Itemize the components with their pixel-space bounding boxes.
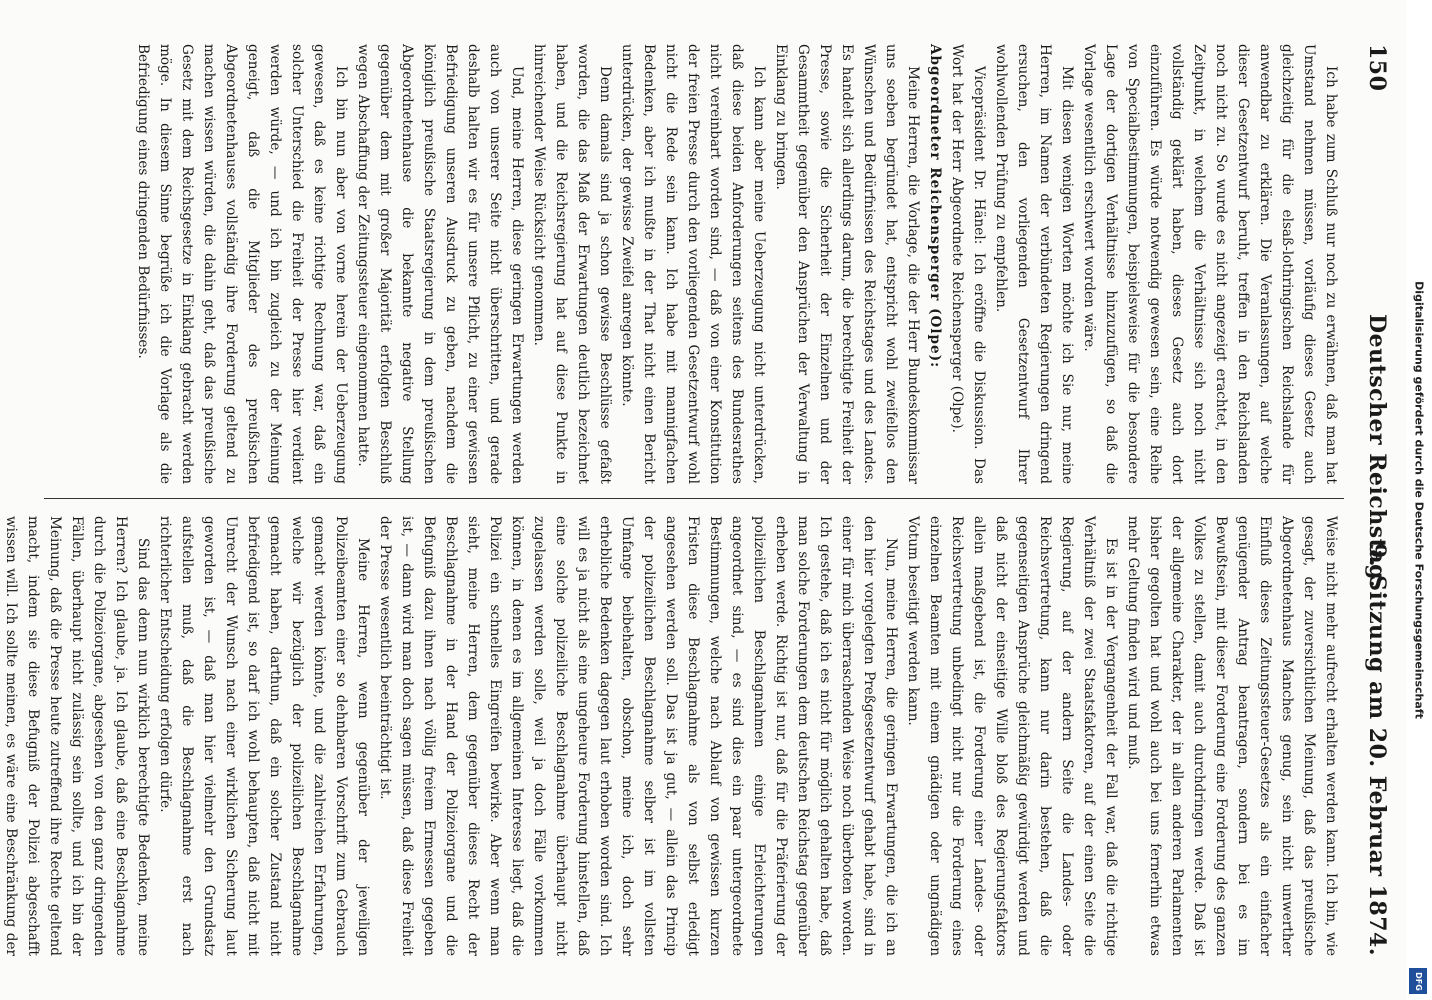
- paragraph: Ich kann aber meine Ueberzeugung nicht unterdrücken, daß diese beiden Anforderungen seitens des Bundesrathes nicht vereinbart worden sind, — daß von einer Konstitution der freien Presse durch den vorliegenden Gesetzentwurf wohl nicht die Rede sein kann. Ich habe mit mannigfachen Bedenken, aber ich mußte in der That nicht einen Bericht unterdrücken, der gewisse Zweifel anregen könnte.: [619, 44, 767, 484]
- paragraph: Meine Herren, wenn gegenüber der jeweiligen Polizeibeamten einer so dehnbaren Vorschrift zum Gebrauch gemacht werden könnte, und die zahlreichen Erfahrungen, welche wir bezüglich der polizeilichen Beschlagnahme gemacht haben, darthun, daß ein solcher Zustand nicht befriedigend ist, so darf ich wohl behaupten, daß nicht mit Unrecht der Wunsch nach einer wirklichen Sicherung laut geworden ist, — daß man hier vielmehr den Grundsatz aufstellen muß, daß die Beschlagnahme erst nach richterlicher Entscheidung erfolgen dürfe.: [157, 516, 371, 956]
- paragraph: Meine Herren, die Vorlage, die der Herr Bundeskommissar uns soeben begründet hat, entspricht wohl zweifellos den Wünschen und Bedürfnissen des Reichstages und des Landes. Es handelt sich allerdings darum, die berechtigte Freiheit der Presse, sowie die Sicherheit der Einzelnen und der Gesammtheit gegenüber den Ansprüchen der Verwaltung in Einklang zu bringen.: [773, 44, 921, 484]
- rotated-newspaper-page: [3, 20, 1406, 980]
- paragraph: Mit diesen wenigen Worten möchte ich Sie nur, meine Herren, im Namen der verbündeten Regierungen dringend ersuchen, den vorliegenden Gesetzentwurf Ihrer wohlwollenden Prüfung zu empfehlen.: [993, 44, 1075, 484]
- paragraph: Und, meine Herren, diese geringen Erwartungen werden auch von unserer Seite nicht überschritten, und gerade deshalb halten wir es für unsere Pflicht, zu einer gewissen Befriedigung unseren Ausdruck zu geben, nachdem die königlich preußische Staatsregierung in dem preußischen Abgeordnetenhause die bekannte negative Stellung gegenüber dem mit großer Majorität erfolgten Beschluß wegen Abschaffung der Zeitungssteuer eingenommen hatte.: [355, 44, 525, 484]
- right-text-column: [3, 516, 1342, 956]
- dfg-logo: DFG: [1409, 968, 1427, 994]
- paragraph: Es ist in der Vergangenheit der Fall war, daß die richtige Verhältniß der zwei Staatsfaktoren, auf der einen Seite die Regierung, auf der andern Seite die Landes- oder Reichsvertretung, kann nur darin bestehen, daß die gegenseitigen Ansprüche gleichmäßig gewürdigt werden und daß nicht der einseitige Wille bloß des Regierungsfaktors allein maßgebend ist, die Forderung einer Landes- oder Reichsvertretung unbedingt nicht nur die Forderung eines einzelnen Beamten mit einem gnädigen oder ungnädigen Votum beseitigt werden kann.: [905, 516, 1119, 956]
- running-title: Deutscher Reichstag.: [1364, 314, 1390, 589]
- column-divider: [44, 498, 1344, 499]
- left-text-column: [52, 44, 1342, 484]
- paragraph: Weise nicht mehr aufrecht erhalten werden kann. Ich bin, wie gesagt, der zuversichtlichen Meinung, daß das preußische Abgeordnetenhaus Manches genug, sein nicht unwerther Einfluß dieses Zeitungssteuer-Gesetzes als ein einfacher genügender Antrag beantragen, sondern bei es im Bewußtsein, mit dieser Forderung eine Forderung des ganzen Volkes zu stellen, damit auch durchdringen werde. Daß ist der allgemeine Charakter, der in allen anderen Parlamenten bisher gegolten hat und wohl auch bei uns fernerhin etwas mehr Geltung finden wird und muß.: [1125, 516, 1339, 956]
- speaker-label: Abgeordneter Reichensperger (Olpe):: [927, 44, 943, 369]
- page-header: [1356, 44, 1396, 956]
- paragraph: Denn damals sind ja schon gewisse Beschlüsse gefaßt worden, die das Maß der Erwartungen deutlich bezeichnet haben, und die Reichsregierung hat auf diese Punkte in hinreichender Weise Rücksicht genommen.: [531, 44, 613, 484]
- paragraph: Sind das denn nun wirklich berechtigte Bedenken, meine Herren? Ich glaube, ja. Ich glaube, daß eine Beschlagnahme durch die Polizeiorgane, abgesehen von den ganz dringenden Fällen, überhaupt nicht zulässig sein sollte, und ich bin der Meinung, daß die Presse heute zutreffend ihre Rechte geltend macht, indem sie diese Befugniß der Polizei abgeschafft wissen will. Ich sollte meinen, es wäre eine Beschränkung der: [3, 516, 151, 956]
- paragraph: Ich bin nun aber von vorne herein der Ueberzeugung gewesen, daß es keine richtige Rechnung war, daß ein solcher Unterschied die Freiheit der Presse hier verdient werden würde, — und ich bin zugleich zu der Meinung geneigt, daß die Mitglieder des preußischen Abgeordnetenhauses vollständig ihre Forderung geltend zu machen wissen würden, die dahin geht, daß das preußische Gesetz mit dem Reichsgesetze in Einklang gebracht werden möge. In diesem Sinne begrüße ich die Vorlage als die Befriedigung eines dringenden Bedürfnisses.: [135, 44, 349, 484]
- digitization-credit: Digitalisierung gefördert durch die Deutsche Forschungsgemeinschaft: [1412, 281, 1426, 719]
- session-date: 9. Sitzung am 20. Februar 1874.: [1364, 543, 1390, 956]
- paragraph: Ich habe zum Schluß nur noch zu erwähnen, daß man hat Umstand nehmen müssen, vorläufig dieses Gesetz auch gleichzeitig für die elsaß-lothringischen Reichslande für anwendbar zu erklären. Die Veranlassungen, auf welche dieser Gesetzentwurf beruht, treffen in den Reichslanden noch nicht zu. So wurde es nicht angezeigt erachtet, in den Zeitpunkt, in welchem die Verhältnisse sich noch nicht vollständig geklärt haben, dieses Gesetz auch dort einzuführen. Es würde notwendig gewesen sein, eine Reihe von Specialbestimmungen, beispielsweise für die besondere Lage der dortigen Verhältnisse hinzuzufügen, so daß die Vorlage wesentlich erschwert worden wäre.: [1081, 44, 1339, 484]
- speaker-intro: Vicepräsident Dr. Hänel: Ich eröffne die Diskussion. Das Wort hat der Herr Abgeordnete Reichensperger (Olpe).: [949, 44, 987, 484]
- page-number: 150: [1364, 44, 1390, 92]
- paragraph: Nun, meine Herren, die geringen Erwartungen, die ich an den hier vorgelegten Preßgesetzentwurf gehabt habe, sind in einer für mich überraschenden Weise noch überboten worden. Ich gestehe, daß ich es nicht für möglich gehalten habe, daß man solche Forderungen dem deutschen Reichstag gegenüber erheben werde. Richtig ist nur, daß für die Präferierung der polizeilichen Beschlagnahmen einige Erleichterungen angeordnet sind, — es sind dies ein paar untergeordnete Bestimmungen, welche nach Ablauf von gewissen kurzen Fristen diese Beschlagnahme als von selbst erledigt angesehen werden soll. Das ist ja gut, — allein das Princip der polizeilichen Beschlagnahme selber ist im vollsten Umfange beibehalten, obschon, meine ich, doch sehr erhebliche Bedenken dagegen laut erhoben worden sind. Ich will es ja nicht als eine ungeheure Forderung hinstellen, daß eine solche polizeiliche Beschlagnahme überhaupt nicht zugelassen werden solle, weil ja doch Fälle vorkommen können, in denen es im allgemeinen Interesse liegt, daß die Polizei ein schnelles Eingreifen bewirke. Aber wenn man sieht, meine Herren, dem gegenüber dieses Recht der Beschlagnahme in der Hand der Polizeiorgane und die Befugniß dazu ihnen nach völlig freiem Ermessen gegeben ist, — dann wird man doch sagen müssen, daß diese Freiheit der Presse wesentlich beeinträchtigt ist.: [377, 516, 899, 956]
